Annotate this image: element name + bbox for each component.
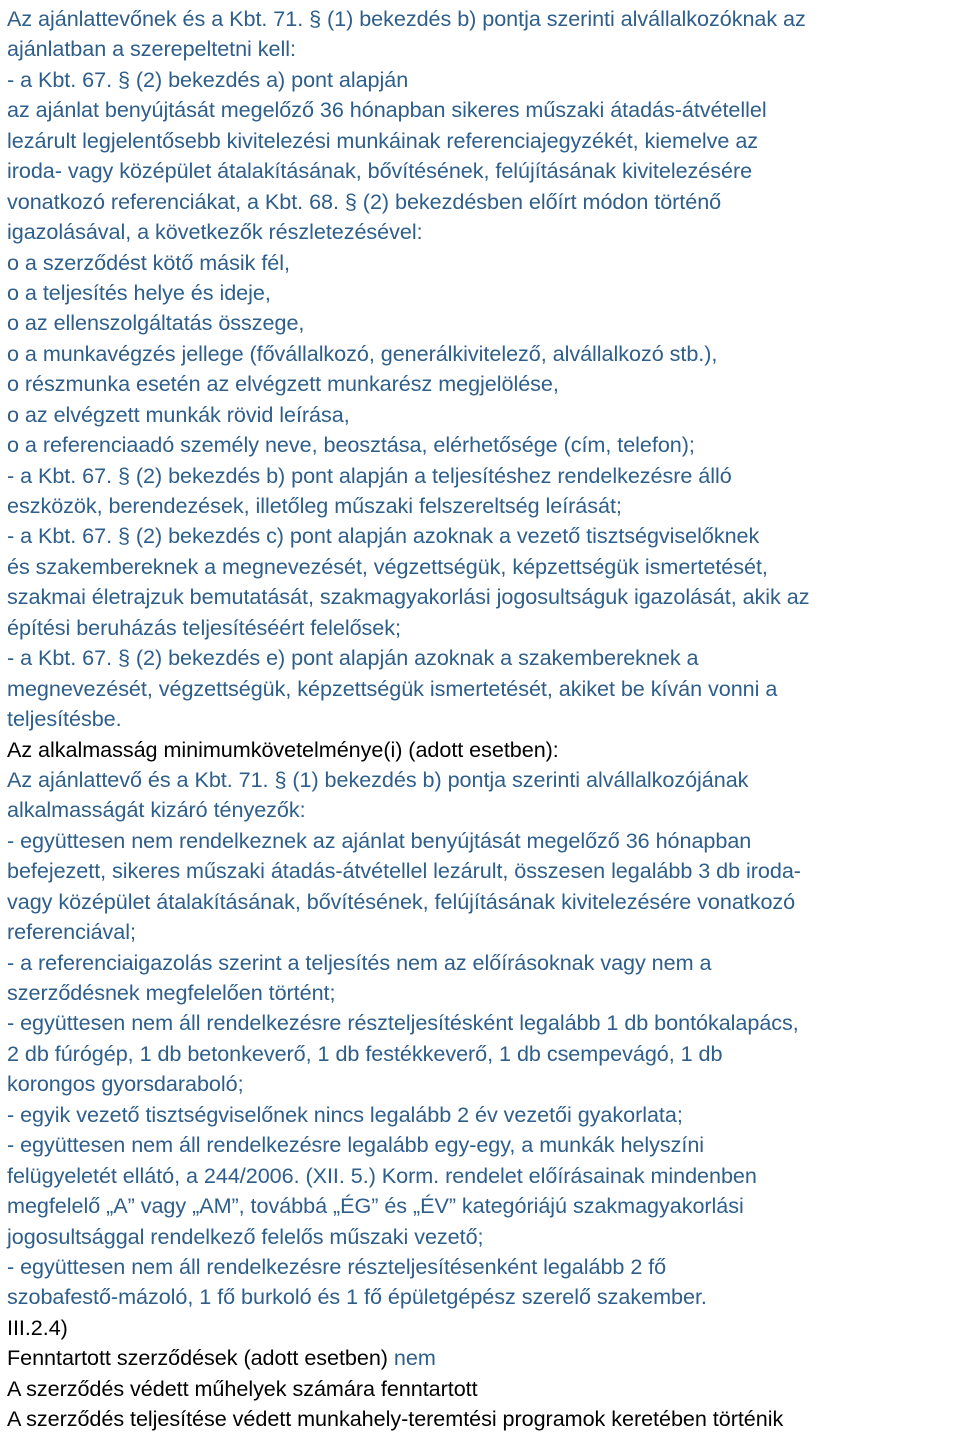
reserved-contracts-line bbox=[7, 1343, 957, 1373]
text-line: és szakembereknek a megnevezését, végzettségük, képzettségük ismertetését, bbox=[7, 553, 768, 579]
list-item: o a szerződést kötő másik fél, bbox=[7, 249, 290, 275]
text-line: építési beruházás teljesítéséért felelősek; bbox=[7, 614, 401, 640]
text-line: megnevezését, végzettségük, képzettségük ismertetését, akiket be kíván vonni a bbox=[7, 675, 778, 701]
text-line: - egyik vezető tisztségviselőnek nincs legalább 2 év vezetői gyakorlata; bbox=[7, 1101, 683, 1127]
list-item: o az elvégzett munkák rövid leírása, bbox=[7, 401, 350, 427]
text-line: igazolásával, a következők részletezésével: bbox=[7, 219, 423, 245]
text-line: 2 db fúrógép, 1 db betonkeverő, 1 db festékkeverő, 1 db csempevágó, 1 db bbox=[7, 1040, 723, 1066]
text-line: korongos gyorsdaraboló; bbox=[7, 1071, 244, 1097]
text-line: felügyeletét ellátó, a 244/2006. (XII. 5.) Korm. rendelet előírásainak mindenben bbox=[7, 1162, 757, 1188]
text-line: szobafestő-mázoló, 1 fő burkoló és 1 fő épületgépész szerelő szakember. bbox=[7, 1284, 707, 1310]
text-line: ajánlatban a szerepeltetni kell: bbox=[7, 36, 296, 62]
text-line: teljesítésbe. bbox=[7, 706, 122, 732]
list-item: o az ellenszolgáltatás összege, bbox=[7, 310, 305, 336]
document-page bbox=[7, 4, 957, 1435]
text-line: Az ajánlattevő és a Kbt. 71. § (1) bekezdés b) pontja szerinti alvállalkozójának bbox=[7, 766, 749, 792]
text-line: - együttesen nem áll rendelkezésre legalább egy-egy, a munkák helyszíni bbox=[7, 1132, 705, 1158]
text-line: alkalmasságát kizáró tényezők: bbox=[7, 797, 306, 823]
text-line: Az ajánlattevőnek és a Kbt. 71. § (1) bekezdés b) pontja szerinti alvállalkozóknak az bbox=[7, 6, 806, 31]
text-line: - együttesen nem rendelkeznek az ajánlat benyújtását megelőző 36 hónapban bbox=[7, 827, 752, 853]
text-line: szakmai életrajzuk bemutatását, szakmagyakorlási jogosultságuk igazolását, akik az bbox=[7, 584, 810, 610]
text-line: megfelelő „A” vagy „AM”, továbbá „ÉG” és „ÉV” kategóriájú szakmagyakorlási bbox=[7, 1193, 744, 1219]
text-line: az ajánlat benyújtását megelőző 36 hónapban sikeres műszaki átadás-átvétellel bbox=[7, 97, 767, 123]
text-line: vagy középület átalakításának, bővítésének, felújításának kivitelezésére vonatkozó bbox=[7, 888, 796, 914]
text-line: szerződésnek megfelelően történt; bbox=[7, 980, 336, 1005]
section-heading: Az alkalmasság minimumkövetelménye(i) (adott esetben): bbox=[7, 736, 559, 762]
text-line: - a Kbt. 67. § (2) bekezdés a) pont alapján bbox=[7, 66, 409, 92]
text-line: - együttesen nem áll rendelkezésre részteljesítésenként legalább 2 fő bbox=[7, 1253, 667, 1279]
text-line: - együttesen nem áll rendelkezésre részteljesítésként legalább 1 db bontókalapács, bbox=[7, 1010, 799, 1036]
text-line: eszközök, berendezések, illetőleg műszaki felszereltség leírását; bbox=[7, 493, 622, 518]
text-line: jogosultsággal rendelkező felelős műszaki vezető; bbox=[7, 1223, 484, 1249]
text-line: - a Kbt. 67. § (2) bekezdés c) pont alapján azoknak a vezető tisztségviselőknek bbox=[7, 523, 760, 549]
text-line: lezárult legjelentősebb kivitelezési munkáinak referenciajegyzékét, kiemelve az bbox=[7, 127, 759, 153]
text-line: iroda- vagy középület átalakításának, bővítésének, felújításának kivitelezésére bbox=[7, 158, 753, 184]
text-line: vonatkozó referenciákat, a Kbt. 68. § (2) bekezdésben előírt módon történő bbox=[7, 188, 722, 214]
list-item: o a referenciaadó személy neve, beosztása, elérhetősége (cím, telefon); bbox=[7, 432, 695, 458]
text-line: - a Kbt. 67. § (2) bekezdés e) pont alapján azoknak a szakembereknek a bbox=[7, 645, 699, 671]
text-line: referenciával; bbox=[7, 919, 136, 945]
text-line: A szerződés védett műhelyek számára fenntartott bbox=[7, 1375, 478, 1401]
reserved-contracts-label: Fenntartott szerződések (adott esetben) bbox=[7, 1345, 388, 1371]
list-item: o a teljesítés helye és ideje, bbox=[7, 279, 271, 305]
text-line: - a referenciaigazolás szerint a teljesítés nem az előírásoknak vagy nem a bbox=[7, 949, 712, 975]
reserved-contracts-value: nem bbox=[393, 1345, 436, 1371]
section-number: III.2.4) bbox=[7, 1314, 68, 1340]
text-line: befejezett, sikeres műszaki átadás-átvétellel lezárult, összesen legalább 3 db iroda- bbox=[7, 858, 801, 884]
text-line: - a Kbt. 67. § (2) bekezdés b) pont alapján a teljesítéshez rendelkezésre álló bbox=[7, 462, 732, 488]
list-item: o a munkavégzés jellege (fővállalkozó, generálkivitelező, alvállalkozó stb.), bbox=[7, 340, 718, 366]
list-item: o részmunka esetén az elvégzett munkarész megjelölése, bbox=[7, 371, 559, 397]
text-line: A szerződés teljesítése védett munkahely-teremtési programok keretében történik bbox=[7, 1406, 784, 1432]
